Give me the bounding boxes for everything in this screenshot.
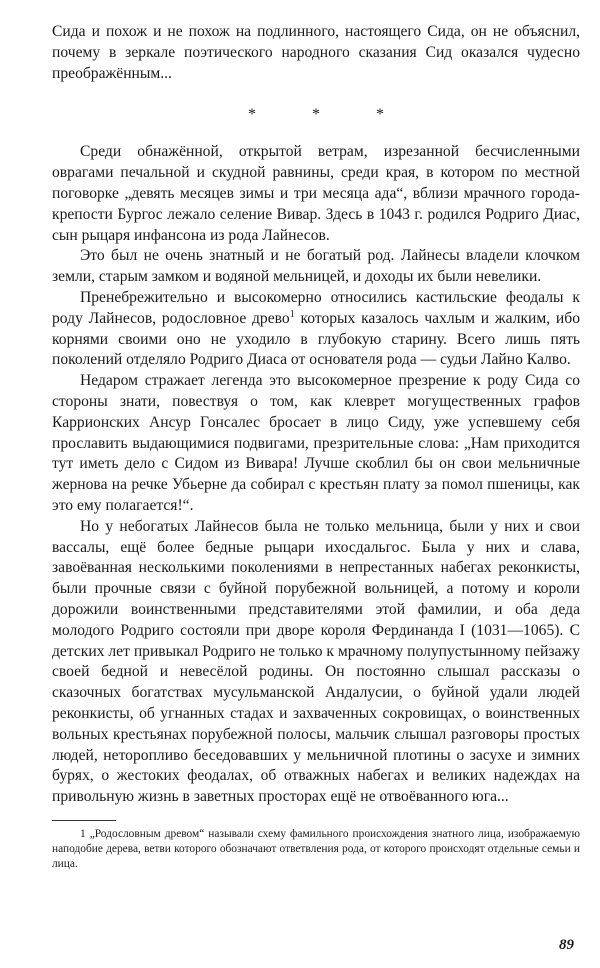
paragraph-family-tree-start: Пренебрежительно и высокомерно относились кастильские феодалы к роду Лайнесов, родословное древо [52,288,580,327]
paragraph-intro: Сида и похож и не похож на подлинного, настоящего Сида, он не объяснил, почему в зеркале поэтического народного сказания Сид оказался чудесно преображённым... [52,23,580,82]
paragraph-vassals: Но у небогатых Лайнесов была не только мельница, были у них и свои вассалы, ещё более бедные рыцари ихосдальгос. Была у них и слава, завоёванная несколькими поколениями в непрестанных набегах реконкисты, были прочные связи с буйной порубежной вольницей, а потому и короли дорожили воинственными представителями этой фамилии, и оба деда молодого Родриго состояли при дворе короля Фердинанда I (1031—1065). С детских лет привыкал Родриго не только к мрачному полупустынному пейзажу своей бедной и невесёлой родины. Он постоянно слышал рассказы о сказочных богатствах мусульманской Андалусии, о буйной удали людей реконкисты, об угнанных стадах и захваченных сокровищах, о воинственных вольных крестьянах порубежной полосы, мальчик слышал разговоры простых людей, неторопливо беседовавших у мельничной плотины о засухе и зимних бурях, о жестоких феодалах, об отважных набегах и великих надеждах на привольную жизнь в заветных просторах ещё не отвоёванного юга... [52,517,580,806]
page-body [52,22,580,872]
footnote-divider [52,820,116,821]
footnote: 1 „Родословным древом“ называли схему фамильного происхождения знатного лица, изображаемую наподобие дерева, ветви которого обозначают ответвления рода, от которого происходят отдельные семьи и лица. [52,827,580,870]
paragraph-family-tree [52,288,580,371]
paragraph-vivar: Среди обнажённой, открытой ветрам, изрезанной бесчисленными оврагами печальной и скудной равнины, среди края, в котором по местной поговорке „девять месяцев зимы и три месяца ада“, вблизи мрачного города-крепости Бургос лежало селение Вивар. Здесь в 1043 г. родился Родриго Диас, сын рыцаря инфансона из рода Лайнесов. [52,143,580,244]
paragraph-family-tree-rest: которых казалось чахлым и жалким, ибо корнями своими оно не уходило в глубокую старину. Всего лишь пять поколений отделяло Родриго Диаса от основателя рода — судьи Лайно Калво. [52,309,581,369]
page-number: 89 [559,937,574,953]
footnote-marker[interactable]: 1 [289,308,295,320]
paragraph-lainez-family: Это был не очень знатный и не богатый род. Лайнесы владели клочком земли, старым замком и водяной мельницей, и доходы их были невелики. [52,247,580,286]
paragraph-legend: Недаром стражает легенда это высокомерное презрение к роду Сида со стороны знати, повествуя о том, как клеврет могущественных графов Каррионских Ансур Гонсалес бросает в лицо Сиду, уже успевшему себя прославить выдающимися подвигами, презрительные слова: „Нам приходится тут иметь дело с Сидом из Вивара! Лучше скоблил бы он свои мельничные жернова на речке Убьерне да собирал с крестьян плату за помол пшеницы, как это ему полагается!“. [52,372,580,514]
section-separator: * * * [248,106,410,124]
